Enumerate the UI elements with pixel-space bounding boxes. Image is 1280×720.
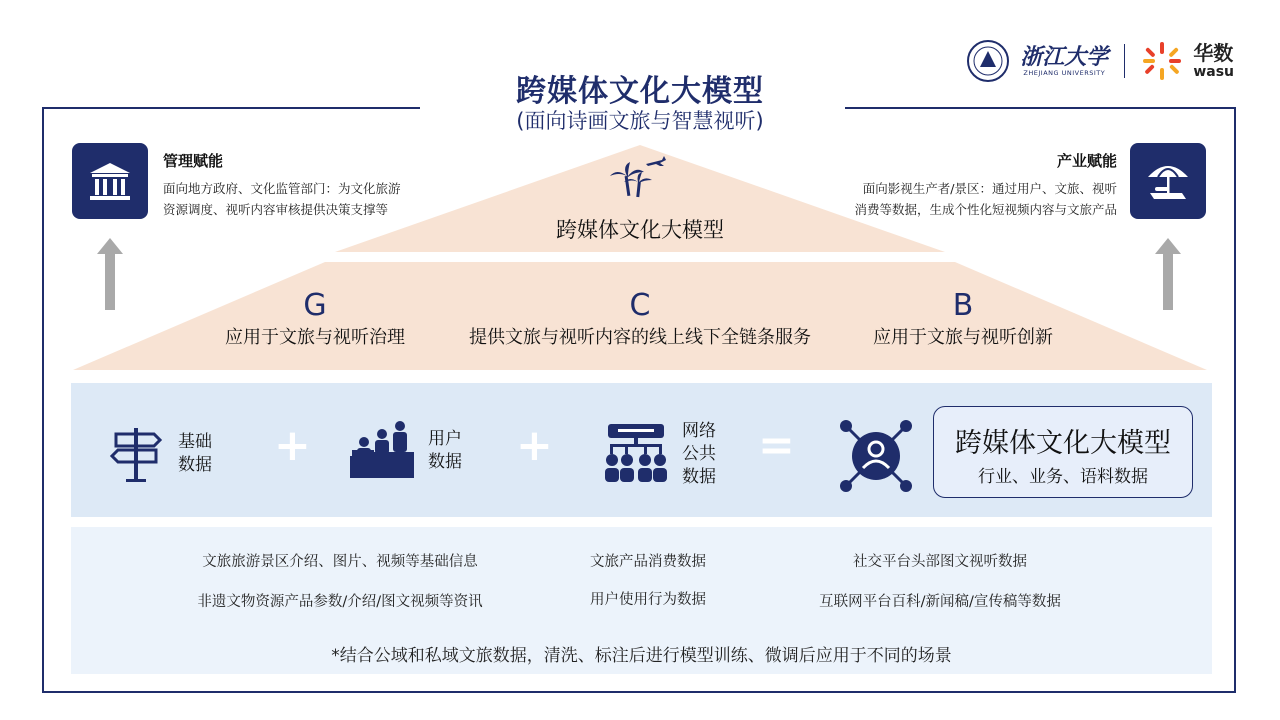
pyramid-b-text: 应用于文旅与视听创新 bbox=[873, 327, 1053, 348]
management-title: 管理赋能 bbox=[163, 152, 224, 170]
industry-desc-line1: 面向影视生产者/景区：通过用户、文旅、视听 bbox=[862, 181, 1117, 196]
user-data-label bbox=[428, 428, 462, 474]
base-data-label-line2: 数据 bbox=[178, 455, 212, 475]
network-public-icon bbox=[604, 424, 668, 486]
detail-col3-row2: 互联网平台百科/新闻稿/宣传稿等数据 bbox=[819, 594, 1061, 610]
base-data-label-line1: 基础 bbox=[178, 432, 212, 452]
model-result-box bbox=[933, 406, 1193, 498]
pyramid-g-text: 应用于文旅与视听治理 bbox=[225, 327, 405, 348]
signpost-icon bbox=[108, 426, 164, 482]
public-data-label-line1: 网络 bbox=[682, 421, 716, 441]
public-data-source bbox=[604, 420, 716, 489]
pyramid-g-block bbox=[190, 288, 440, 349]
public-data-label-line3: 数据 bbox=[682, 467, 716, 487]
zju-name-en: ZHEJIANG UNIVERSITY bbox=[1023, 69, 1106, 77]
user-data-label-line2: 数据 bbox=[428, 452, 462, 472]
base-data-source bbox=[108, 426, 212, 482]
equals-sign: = bbox=[758, 420, 795, 471]
pyramid-c-block bbox=[440, 288, 840, 349]
pyramid-top-label: 跨媒体文化大模型 bbox=[556, 218, 724, 242]
model-subtitle: 行业、业务、语料数据 bbox=[978, 467, 1148, 487]
industry-desc-line2: 消费等数据，生成个性化短视频内容与文旅产品 bbox=[854, 202, 1117, 217]
detail-col1-row1: 文旅旅游景区介绍、图片、视频等基础信息 bbox=[202, 554, 478, 570]
pyramid-b-letter: B bbox=[952, 288, 974, 323]
management-desc-line1: 面向地方政府、文化监管部门：为文化旅游 bbox=[163, 181, 401, 196]
public-data-label bbox=[682, 420, 716, 489]
pyramid-g-letter: G bbox=[303, 288, 327, 323]
page-subtitle: (面向诗画文旅与智慧视听) bbox=[516, 109, 764, 133]
industry-title: 产业赋能 bbox=[1056, 152, 1117, 170]
pyramid-c-letter: C bbox=[629, 288, 651, 323]
user-group-icon bbox=[350, 420, 414, 482]
detail-col2-row1: 文旅产品消费数据 bbox=[590, 554, 706, 570]
management-desc-line2: 资源调度、视听内容审核提供决策支撑等 bbox=[163, 202, 389, 217]
detail-col1-row2: 非遗文物资源产品参数/介绍/图文视频等资讯 bbox=[197, 594, 483, 610]
user-data-label-line1: 用户 bbox=[428, 429, 462, 449]
footnote: *结合公域和私域文旅数据，清洗、标注后进行模型训练、微调后应用于不同的场景 bbox=[331, 646, 952, 666]
pyramid-c-text: 提供文旅与视听内容的线上线下全链条服务 bbox=[469, 327, 811, 348]
pyramid-b-block bbox=[838, 288, 1088, 349]
wasu-name-en: wasu bbox=[1193, 64, 1234, 80]
plus-sign: + bbox=[516, 420, 553, 471]
model-title: 跨媒体文化大模型 bbox=[955, 428, 1171, 459]
user-data-source bbox=[350, 420, 462, 482]
zju-name-cn: 浙江大学 bbox=[1020, 44, 1109, 70]
ai-model-network-icon bbox=[838, 418, 914, 494]
wasu-name-cn: 华数 bbox=[1193, 41, 1234, 65]
page-title: 跨媒体文化大模型 bbox=[516, 74, 764, 109]
detail-col2-row2: 用户使用行为数据 bbox=[590, 592, 706, 608]
plus-sign: + bbox=[274, 420, 311, 471]
detail-col3-row1: 社交平台头部图文视听数据 bbox=[853, 554, 1027, 570]
base-data-label bbox=[178, 431, 212, 477]
public-data-label-line2: 公共 bbox=[682, 444, 716, 464]
